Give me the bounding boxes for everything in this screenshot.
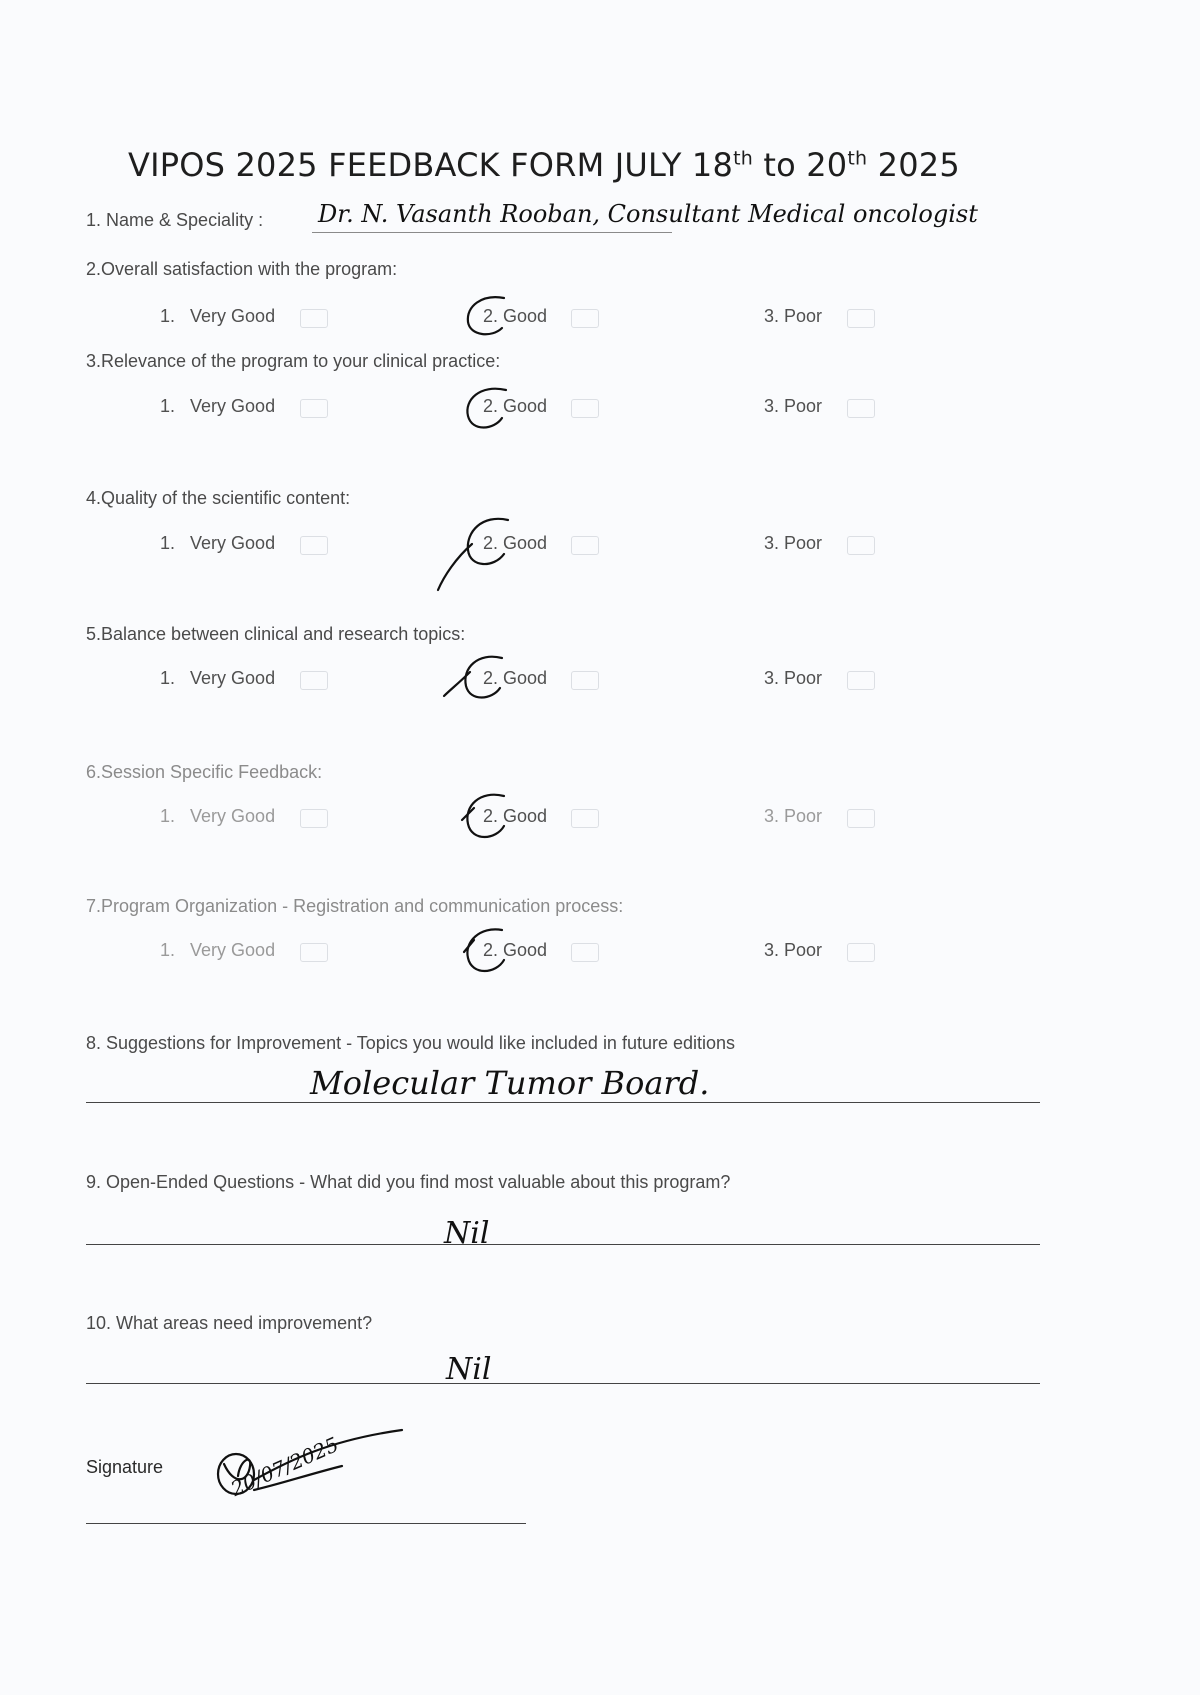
q2-option-poor[interactable]: 3. Poor <box>764 306 823 326</box>
q3-option-good[interactable]: 2. Good <box>483 396 548 416</box>
q5-label: 5.Balance between clinical and research topics: <box>86 624 466 644</box>
q7-option-very-good[interactable]: 1. Very Good <box>160 940 276 960</box>
q4-checkbox-very-good[interactable] <box>300 536 328 555</box>
q4-selection-circle <box>432 514 532 594</box>
q2-label: 2.Overall satisfaction with the program: <box>86 259 398 279</box>
q4-option-very-good[interactable]: 1. Very Good <box>160 533 276 553</box>
q1-label: 1. Name & Speciality : <box>86 210 264 230</box>
q3-option-very-good[interactable]: 1. Very Good <box>160 396 276 416</box>
q3-checkbox-poor[interactable] <box>847 399 875 418</box>
q2-checkbox-poor[interactable] <box>847 309 875 328</box>
q8-label: 8. Suggestions for Improvement - Topics you would like included in future editions <box>86 1033 736 1053</box>
q5-option-very-good[interactable]: 1. Very Good <box>160 668 276 688</box>
q4-checkbox-poor[interactable] <box>847 536 875 555</box>
q5-selection-circle <box>440 652 530 712</box>
q7-checkbox-poor[interactable] <box>847 943 875 962</box>
signature-label: Signature <box>86 1457 164 1477</box>
q6-checkbox-very-good[interactable] <box>300 809 328 828</box>
q1-answer[interactable]: Dr. N. Vasanth Rooban, Consultant Medical oncologist <box>318 200 978 228</box>
q7-checkbox-very-good[interactable] <box>300 943 328 962</box>
q9-label: 9. Open-Ended Questions - What did you find most valuable about this program? <box>86 1172 731 1192</box>
q6-selection-circle <box>452 790 532 850</box>
q3-checkbox-very-good[interactable] <box>300 399 328 418</box>
q3-label: 3.Relevance of the program to your clinical practice: <box>86 351 501 371</box>
q5-option-poor[interactable]: 3. Poor <box>764 668 823 688</box>
q2-selection-circle <box>462 292 532 342</box>
form-title: VIPOS 2025 FEEDBACK FORM JULY 18th to 20th 2025 <box>128 146 960 184</box>
q6-option-very-good[interactable]: 1. Very Good <box>160 806 276 826</box>
q6-checkbox-good[interactable] <box>571 809 599 828</box>
q4-option-good[interactable]: 2. Good <box>483 533 548 553</box>
q6-checkbox-poor[interactable] <box>847 809 875 828</box>
q2-checkbox-good[interactable] <box>571 309 599 328</box>
q3-selection-circle <box>462 382 532 442</box>
q5-checkbox-good[interactable] <box>571 671 599 690</box>
q5-option-good[interactable]: 2. Good <box>483 668 548 688</box>
q7-label: 7.Program Organization - Registration and communication process: <box>86 896 624 916</box>
signature-date: 20/07/2025 <box>227 1432 343 1501</box>
q1-underline <box>312 232 672 233</box>
q10-answer-line <box>86 1383 1040 1384</box>
q9-answer[interactable]: Nil <box>444 1216 490 1251</box>
q4-option-poor[interactable]: 3. Poor <box>764 533 823 553</box>
q8-answer-line <box>86 1102 1040 1103</box>
q3-checkbox-good[interactable] <box>571 399 599 418</box>
q6-label: 6.Session Specific Feedback: <box>86 762 323 782</box>
q2-option-very-good[interactable]: 1. Very Good <box>160 306 276 326</box>
q2-checkbox-very-good[interactable] <box>300 309 328 328</box>
q10-label: 10. What areas need improvement? <box>86 1313 373 1333</box>
q5-checkbox-poor[interactable] <box>847 671 875 690</box>
q4-checkbox-good[interactable] <box>571 536 599 555</box>
q10-answer[interactable]: Nil <box>446 1352 492 1387</box>
q7-selection-circle <box>452 924 532 984</box>
q2-option-good[interactable]: 2. Good <box>483 306 548 326</box>
q3-option-poor[interactable]: 3. Poor <box>764 396 823 416</box>
q4-label: 4.Quality of the scientific content: <box>86 488 351 508</box>
q8-answer[interactable]: Molecular Tumor Board. <box>310 1064 710 1102</box>
q6-option-good[interactable]: 2. Good <box>483 806 548 826</box>
q5-checkbox-very-good[interactable] <box>300 671 328 690</box>
q9-answer-line <box>86 1244 1040 1245</box>
q7-checkbox-good[interactable] <box>571 943 599 962</box>
q6-option-poor[interactable]: 3. Poor <box>764 806 823 826</box>
q7-option-good[interactable]: 2. Good <box>483 940 548 960</box>
q7-option-poor[interactable]: 3. Poor <box>764 940 823 960</box>
